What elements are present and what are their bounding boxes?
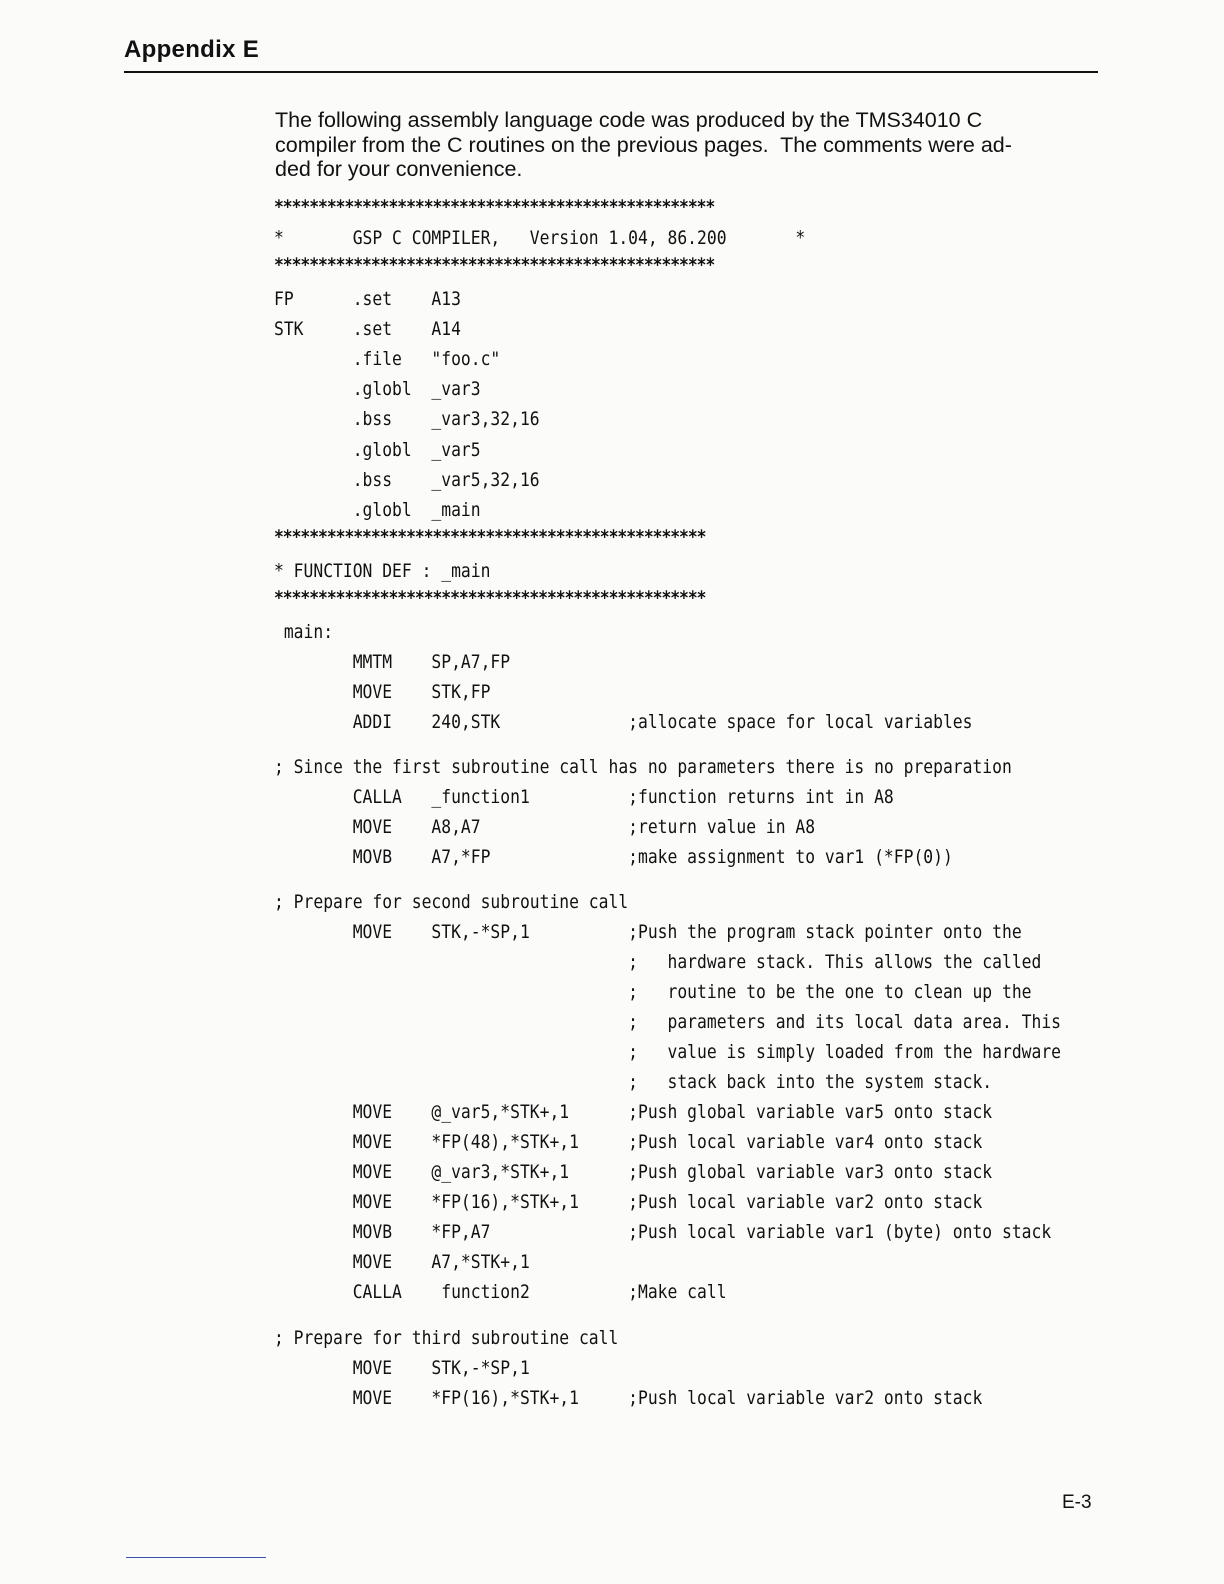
- code-line: .globl _var3: [274, 378, 481, 400]
- function-def-title: * FUNCTION DEF : _main: [274, 560, 491, 582]
- code-label: main:: [274, 621, 334, 643]
- code-line: ; routine to be the one to clean up the: [274, 981, 1032, 1003]
- code-comment: ; Prepare for third subroutine call: [274, 1327, 619, 1349]
- code-line: MOVE *FP(16),*STK+,1 ;Push local variable var2 onto stack: [274, 1387, 983, 1409]
- code-line: ; hardware stack. This allows the called: [274, 951, 1042, 973]
- banner-stars-bottom: **************************************************: [274, 254, 715, 276]
- code-line: MOVE STK,-*SP,1: [274, 1357, 530, 1379]
- code-line: ADDI 240,STK ;allocate space for local variables: [274, 711, 973, 733]
- code-line: ; parameters and its local data area. This: [274, 1011, 1062, 1033]
- code-line: MOVE A8,A7 ;return value in A8: [274, 816, 816, 838]
- code-line: FP .set A13: [274, 288, 461, 310]
- code-line: MOVE *FP(48),*STK+,1 ;Push local variable var4 onto stack: [274, 1131, 983, 1153]
- code-line: .file "foo.c": [274, 348, 501, 370]
- code-line: MOVE STK,FP: [274, 681, 491, 703]
- code-line: .bss _var5,32,16: [274, 469, 540, 491]
- code-comment: ; Since the first subroutine call has no parameters there is no preparation: [274, 756, 1012, 778]
- code-line: MMTM SP,A7,FP: [274, 651, 511, 673]
- intro-line: ded for your convenience.: [275, 157, 523, 181]
- intro-line: compiler from the C routines on the previous pages. The comments were ad-: [275, 132, 1012, 157]
- code-line: MOVE @_var5,*STK+,1 ;Push global variable var5 onto stack: [274, 1101, 993, 1123]
- code-line: .globl _var5: [274, 439, 481, 461]
- footer-rule: [126, 1557, 266, 1558]
- code-line: ; stack back into the system stack.: [274, 1071, 993, 1093]
- header-rule: [124, 71, 1098, 73]
- code-line: ; value is simply loaded from the hardware: [274, 1041, 1062, 1063]
- code-line: CALLA _function1 ;function returns int in A8: [274, 786, 894, 808]
- banner-title: * GSP C COMPILER, Version 1.04, 86.200 *: [274, 227, 806, 249]
- intro-line: The following assembly language code was produced by the TMS34010 C: [275, 108, 983, 132]
- function-stars-bottom: *************************************************: [274, 587, 706, 609]
- code-line: MOVE @_var3,*STK+,1 ;Push global variable var3 onto stack: [274, 1161, 993, 1183]
- code-line: MOVB *FP,A7 ;Push local variable var1 (byte) onto stack: [274, 1221, 1052, 1243]
- banner-stars-top: **************************************************: [274, 196, 715, 218]
- code-line: STK .set A14: [274, 318, 461, 340]
- page-number: E-3: [1062, 1492, 1092, 1513]
- code-line: MOVE A7,*STK+,1: [274, 1251, 530, 1273]
- code-line: MOVE STK,-*SP,1 ;Push the program stack pointer onto the: [274, 921, 1022, 943]
- intro-paragraph: [275, 108, 1105, 182]
- page-header-title: Appendix E: [124, 36, 260, 63]
- code-line: .globl _main: [274, 499, 481, 521]
- code-line: CALLA function2 ;Make call: [274, 1281, 727, 1303]
- code-line: MOVB A7,*FP ;make assignment to var1 (*FP(0)): [274, 846, 953, 868]
- function-stars-top: *************************************************: [274, 526, 706, 548]
- code-comment: ; Prepare for second subroutine call: [274, 891, 629, 913]
- code-line: .bss _var3,32,16: [274, 408, 540, 430]
- code-line: MOVE *FP(16),*STK+,1 ;Push local variable var2 onto stack: [274, 1191, 983, 1213]
